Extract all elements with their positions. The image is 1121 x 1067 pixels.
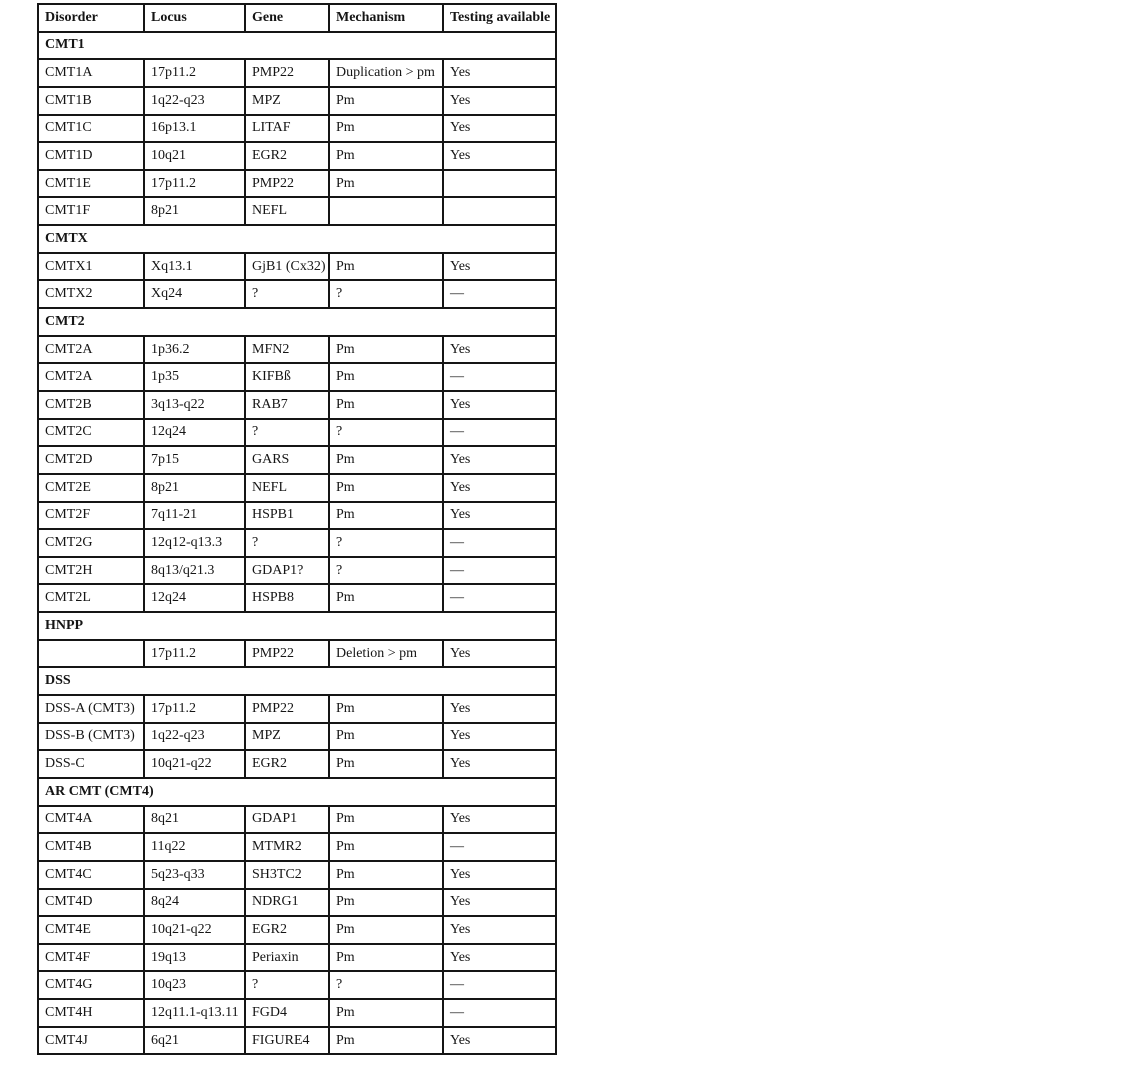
cell-locus: 11q22: [144, 833, 245, 861]
cell-mechanism: Deletion > pm: [329, 640, 443, 668]
table-row: [38, 584, 556, 612]
cell-locus: 10q23: [144, 971, 245, 999]
cell-locus: 10q21: [144, 142, 245, 170]
cell-testing-available: Yes: [443, 142, 556, 170]
cell-mechanism: ?: [329, 971, 443, 999]
cell-gene: GARS: [245, 446, 329, 474]
cell-testing-available: Yes: [443, 391, 556, 419]
cell-testing-available: [443, 197, 556, 225]
cell-testing-available: [443, 170, 556, 198]
cell-disorder: CMT1C: [38, 115, 144, 143]
cell-testing-available: Yes: [443, 474, 556, 502]
table-row: [38, 999, 556, 1027]
cell-mechanism: Pm: [329, 87, 443, 115]
cell-testing-available: Yes: [443, 944, 556, 972]
cell-testing-available: —: [443, 529, 556, 557]
cell-testing-available: Yes: [443, 115, 556, 143]
cell-mechanism: ?: [329, 557, 443, 585]
cell-locus: 12q24: [144, 584, 245, 612]
table-row: [38, 115, 556, 143]
cell-gene: NEFL: [245, 197, 329, 225]
column-header-disorder: Disorder: [38, 4, 144, 32]
table-row: [38, 170, 556, 198]
cell-mechanism: Pm: [329, 253, 443, 281]
cell-testing-available: Yes: [443, 695, 556, 723]
cell-gene: LITAF: [245, 115, 329, 143]
cell-testing-available: Yes: [443, 750, 556, 778]
cell-mechanism: Pm: [329, 999, 443, 1027]
cell-locus: 17p11.2: [144, 695, 245, 723]
cell-locus: 8q21: [144, 806, 245, 834]
table-row: [38, 916, 556, 944]
cell-mechanism: Pm: [329, 916, 443, 944]
section-title: AR CMT (CMT4): [38, 778, 556, 806]
cell-mechanism: Pm: [329, 363, 443, 391]
cell-testing-available: Yes: [443, 253, 556, 281]
cell-disorder: CMT4J: [38, 1027, 144, 1055]
section-title: HNPP: [38, 612, 556, 640]
cell-mechanism: Pm: [329, 806, 443, 834]
cell-mechanism: Pm: [329, 446, 443, 474]
header-row: [38, 4, 556, 32]
cell-mechanism: Pm: [329, 502, 443, 530]
cell-mechanism: Pm: [329, 115, 443, 143]
table-row: [38, 695, 556, 723]
cell-mechanism: Pm: [329, 1027, 443, 1055]
cell-testing-available: —: [443, 971, 556, 999]
cell-mechanism: Pm: [329, 944, 443, 972]
section-header-row: [38, 612, 556, 640]
table-row: [38, 971, 556, 999]
cell-testing-available: —: [443, 280, 556, 308]
cell-mechanism: Pm: [329, 142, 443, 170]
cell-disorder: CMT2H: [38, 557, 144, 585]
cell-locus: 17p11.2: [144, 170, 245, 198]
cell-locus: 7q11-21: [144, 502, 245, 530]
cell-locus: 12q11.1-q13.11: [144, 999, 245, 1027]
cell-mechanism: Pm: [329, 170, 443, 198]
cell-gene: EGR2: [245, 916, 329, 944]
cell-locus: 5q23-q33: [144, 861, 245, 889]
cell-gene: GDAP1: [245, 806, 329, 834]
cell-testing-available: Yes: [443, 336, 556, 364]
cell-locus: 1q22-q23: [144, 723, 245, 751]
cell-gene: FGD4: [245, 999, 329, 1027]
table-row: [38, 391, 556, 419]
section-title: CMT1: [38, 32, 556, 60]
cell-gene: PMP22: [245, 170, 329, 198]
cmt-disorders-table: [37, 3, 557, 1055]
cell-disorder: CMT2F: [38, 502, 144, 530]
cell-locus: 10q21-q22: [144, 750, 245, 778]
table-row: [38, 861, 556, 889]
cell-locus: 8q13/q21.3: [144, 557, 245, 585]
table-row: [38, 253, 556, 281]
cell-locus: 17p11.2: [144, 640, 245, 668]
table-row: [38, 419, 556, 447]
table-row: [38, 1027, 556, 1055]
cell-gene: HSPB8: [245, 584, 329, 612]
cell-gene: MPZ: [245, 723, 329, 751]
cell-testing-available: Yes: [443, 806, 556, 834]
table-row: [38, 723, 556, 751]
column-header-testing-available: Testing available: [443, 4, 556, 32]
cell-gene: ?: [245, 971, 329, 999]
cell-testing-available: —: [443, 557, 556, 585]
cell-testing-available: Yes: [443, 87, 556, 115]
cell-locus: 1q22-q23: [144, 87, 245, 115]
cell-mechanism: Pm: [329, 584, 443, 612]
cell-gene: ?: [245, 529, 329, 557]
cell-gene: NEFL: [245, 474, 329, 502]
table-row: [38, 529, 556, 557]
cell-locus: 1p36.2: [144, 336, 245, 364]
cell-disorder: CMTX2: [38, 280, 144, 308]
cell-testing-available: Yes: [443, 502, 556, 530]
cell-disorder: DSS-B (CMT3): [38, 723, 144, 751]
table-row: [38, 557, 556, 585]
section-title: CMTX: [38, 225, 556, 253]
cell-locus: 6q21: [144, 1027, 245, 1055]
cell-disorder: CMT2D: [38, 446, 144, 474]
table-body: [38, 32, 556, 1055]
section-title: DSS: [38, 667, 556, 695]
table-row: [38, 474, 556, 502]
cell-testing-available: —: [443, 833, 556, 861]
cell-disorder: CMT2A: [38, 363, 144, 391]
cell-mechanism: ?: [329, 280, 443, 308]
cell-gene: GDAP1?: [245, 557, 329, 585]
cell-gene: NDRG1: [245, 889, 329, 917]
section-header-row: [38, 32, 556, 60]
cell-mechanism: Pm: [329, 723, 443, 751]
cell-disorder: CMT2G: [38, 529, 144, 557]
cell-gene: MFN2: [245, 336, 329, 364]
cell-disorder: CMT4D: [38, 889, 144, 917]
cell-gene: PMP22: [245, 640, 329, 668]
cell-locus: 7p15: [144, 446, 245, 474]
cell-mechanism: Pm: [329, 889, 443, 917]
table-row: [38, 833, 556, 861]
cell-disorder: CMT4C: [38, 861, 144, 889]
cell-testing-available: Yes: [443, 640, 556, 668]
cell-testing-available: Yes: [443, 889, 556, 917]
table-row: [38, 889, 556, 917]
cell-gene: GjB1 (Cx32): [245, 253, 329, 281]
cell-locus: 8p21: [144, 474, 245, 502]
cell-disorder: CMT1A: [38, 59, 144, 87]
cell-locus: 17p11.2: [144, 59, 245, 87]
cell-disorder: CMT1D: [38, 142, 144, 170]
table-row: [38, 197, 556, 225]
cell-mechanism: ?: [329, 419, 443, 447]
cell-locus: 12q24: [144, 419, 245, 447]
section-title: CMT2: [38, 308, 556, 336]
cell-gene: KIFBß: [245, 363, 329, 391]
cell-mechanism: Pm: [329, 391, 443, 419]
cell-disorder: DSS-C: [38, 750, 144, 778]
cell-gene: EGR2: [245, 142, 329, 170]
cell-disorder: CMT2C: [38, 419, 144, 447]
section-header-row: [38, 778, 556, 806]
cell-locus: 12q12-q13.3: [144, 529, 245, 557]
cell-testing-available: Yes: [443, 446, 556, 474]
cell-mechanism: Pm: [329, 750, 443, 778]
table-row: [38, 446, 556, 474]
table-row: [38, 640, 556, 668]
cell-disorder: CMT4A: [38, 806, 144, 834]
column-header-locus: Locus: [144, 4, 245, 32]
cell-disorder: CMT4F: [38, 944, 144, 972]
cell-testing-available: —: [443, 363, 556, 391]
table-row: [38, 363, 556, 391]
cell-gene: SH3TC2: [245, 861, 329, 889]
section-header-row: [38, 667, 556, 695]
table-row: [38, 944, 556, 972]
cell-gene: HSPB1: [245, 502, 329, 530]
cell-gene: MTMR2: [245, 833, 329, 861]
cell-testing-available: Yes: [443, 861, 556, 889]
cell-locus: 19q13: [144, 944, 245, 972]
cell-gene: FIGURE4: [245, 1027, 329, 1055]
cell-disorder: [38, 640, 144, 668]
cell-gene: Periaxin: [245, 944, 329, 972]
cell-locus: Xq24: [144, 280, 245, 308]
table-row: [38, 59, 556, 87]
cell-mechanism: Duplication > pm: [329, 59, 443, 87]
cell-gene: EGR2: [245, 750, 329, 778]
cell-locus: 8q24: [144, 889, 245, 917]
cell-disorder: CMT2A: [38, 336, 144, 364]
cell-gene: RAB7: [245, 391, 329, 419]
cell-testing-available: Yes: [443, 59, 556, 87]
cell-testing-available: —: [443, 999, 556, 1027]
table-row: [38, 280, 556, 308]
cell-disorder: CMT1B: [38, 87, 144, 115]
cell-gene: ?: [245, 280, 329, 308]
cell-locus: 8p21: [144, 197, 245, 225]
cell-mechanism: Pm: [329, 336, 443, 364]
table-row: [38, 142, 556, 170]
cell-disorder: CMT2E: [38, 474, 144, 502]
table-container: [37, 3, 557, 1055]
cell-disorder: CMTX1: [38, 253, 144, 281]
column-header-mechanism: Mechanism: [329, 4, 443, 32]
cell-mechanism: Pm: [329, 695, 443, 723]
cell-disorder: CMT4H: [38, 999, 144, 1027]
cell-mechanism: ?: [329, 529, 443, 557]
section-header-row: [38, 225, 556, 253]
cell-gene: MPZ: [245, 87, 329, 115]
cell-mechanism: Pm: [329, 861, 443, 889]
column-header-gene: Gene: [245, 4, 329, 32]
cell-gene: PMP22: [245, 695, 329, 723]
cell-mechanism: [329, 197, 443, 225]
section-header-row: [38, 308, 556, 336]
table-row: [38, 806, 556, 834]
cell-locus: 16p13.1: [144, 115, 245, 143]
cell-locus: 1p35: [144, 363, 245, 391]
table-row: [38, 502, 556, 530]
cell-testing-available: Yes: [443, 723, 556, 751]
table-row: [38, 750, 556, 778]
cell-testing-available: Yes: [443, 1027, 556, 1055]
cell-disorder: CMT1E: [38, 170, 144, 198]
cell-locus: Xq13.1: [144, 253, 245, 281]
cell-locus: 10q21-q22: [144, 916, 245, 944]
cell-gene: ?: [245, 419, 329, 447]
table-row: [38, 87, 556, 115]
cell-disorder: DSS-A (CMT3): [38, 695, 144, 723]
cell-locus: 3q13-q22: [144, 391, 245, 419]
cell-testing-available: —: [443, 584, 556, 612]
cell-disorder: CMT1F: [38, 197, 144, 225]
cell-testing-available: —: [443, 419, 556, 447]
cell-gene: PMP22: [245, 59, 329, 87]
cell-disorder: CMT4G: [38, 971, 144, 999]
cell-mechanism: Pm: [329, 833, 443, 861]
table-row: [38, 336, 556, 364]
cell-disorder: CMT2L: [38, 584, 144, 612]
cell-disorder: CMT4B: [38, 833, 144, 861]
cell-testing-available: Yes: [443, 916, 556, 944]
cell-disorder: CMT2B: [38, 391, 144, 419]
cell-mechanism: Pm: [329, 474, 443, 502]
cell-disorder: CMT4E: [38, 916, 144, 944]
